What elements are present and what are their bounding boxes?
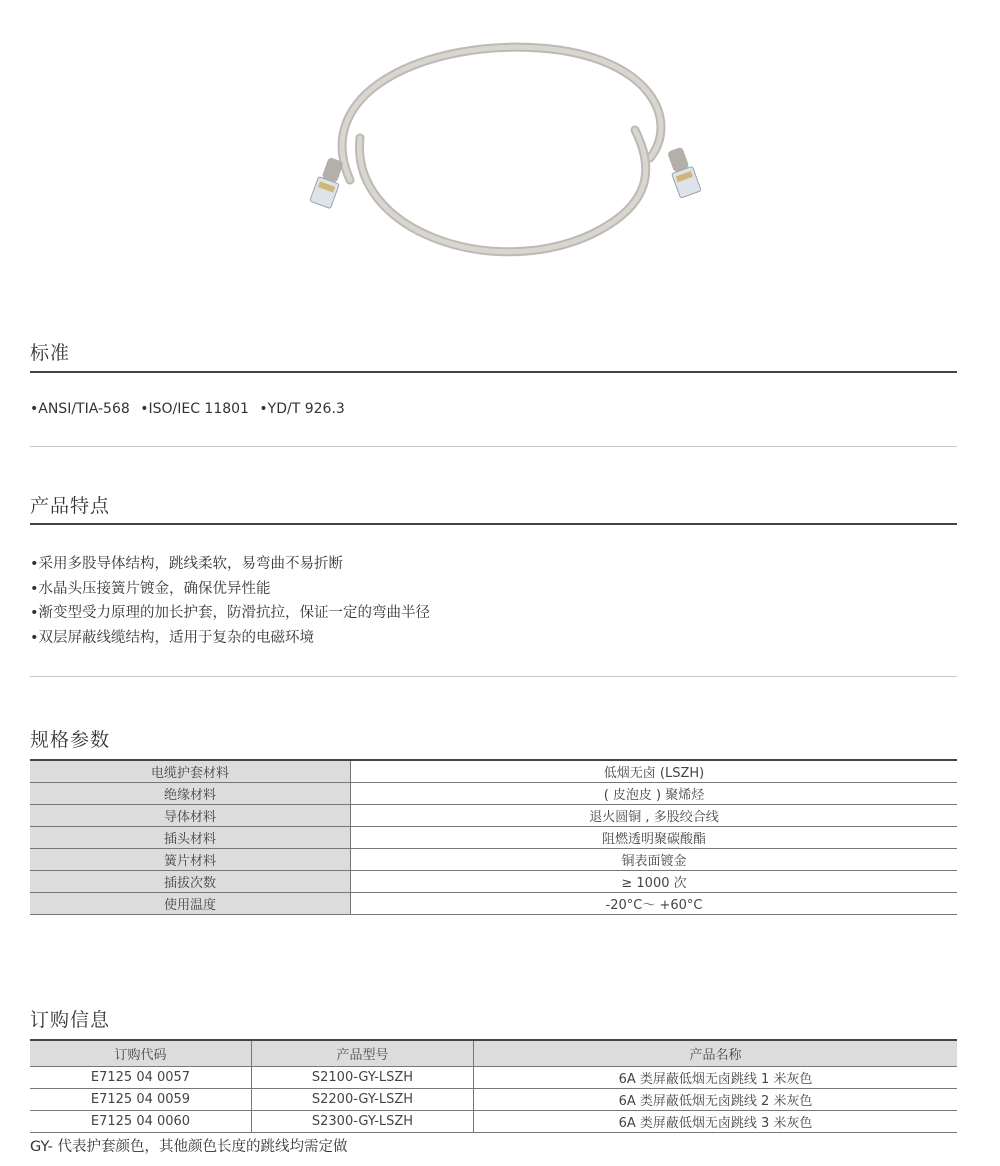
order-code: E7125 04 0057: [30, 1067, 252, 1089]
spec-value: ≥ 1000 次: [351, 870, 958, 892]
table-row: [30, 870, 957, 892]
table-row: [30, 826, 957, 848]
product-name: 6A 类屏蔽低烟无卤跳线 1 米灰色: [474, 1067, 958, 1089]
standard-item: •YD/T 926.3: [259, 401, 345, 417]
table-row: [30, 1067, 957, 1089]
column-header: 产品名称: [474, 1040, 958, 1067]
spec-value: ( 皮泡皮 ) 聚烯烃: [351, 782, 958, 804]
spec-value: 低烟无卤 (LSZH): [351, 760, 958, 782]
spec-value: -20°C～ +60°C: [351, 892, 958, 914]
standards-rule: [30, 371, 957, 373]
spec-value: 阻燃透明聚碳酸酯: [351, 826, 958, 848]
table-row: [30, 848, 957, 870]
features-rule: [30, 523, 957, 525]
ordering-table: [30, 1039, 957, 1133]
table-header-row: [30, 1040, 957, 1067]
spec-key: 使用温度: [30, 892, 351, 914]
divider: [30, 676, 957, 677]
feature-item: •双层屏蔽线缆结构，适用于复杂的电磁环境: [30, 629, 315, 646]
specs-title: 规格参数: [30, 729, 111, 751]
ordering-note: GY- 代表护套颜色，其他颜色长度的跳线均需定做: [30, 1139, 348, 1155]
ordering-title: 订购信息: [30, 1009, 111, 1031]
spec-key: 绝缘材料: [30, 782, 351, 804]
product-name: 6A 类屏蔽低烟无卤跳线 3 米灰色: [474, 1111, 958, 1133]
standards-list: [30, 401, 351, 417]
standards-title: 标准: [30, 342, 71, 364]
feature-item: •采用多股导体结构，跳线柔软，易弯曲不易折断: [30, 556, 344, 572]
product-model: S2100-GY-LSZH: [252, 1067, 474, 1089]
product-model: S2300-GY-LSZH: [252, 1111, 474, 1133]
table-row: [30, 892, 957, 914]
table-row: [30, 760, 957, 782]
specs-table: [30, 759, 957, 915]
standard-item: •ANSI/TIA-568: [30, 401, 130, 417]
feature-item: •水晶头压接簧片镀金，确保优异性能: [30, 580, 271, 597]
spec-key: 插拔次数: [30, 870, 351, 892]
table-row: [30, 1089, 957, 1111]
table-row: [30, 804, 957, 826]
spec-value: 退火圆铜 , 多股绞合线: [351, 804, 958, 826]
spec-value: 铜表面镀金: [351, 848, 958, 870]
standard-item: •ISO/IEC 11801: [140, 401, 249, 417]
spec-key: 电缆护套材料: [30, 760, 351, 782]
product-name: 6A 类屏蔽低烟无卤跳线 2 米灰色: [474, 1089, 958, 1111]
divider: [30, 446, 957, 447]
feature-item: •渐变型受力原理的加长护套，防滑抗拉，保证一定的弯曲半径: [30, 605, 431, 621]
column-header: 产品型号: [252, 1040, 474, 1067]
product-model: S2200-GY-LSZH: [252, 1089, 474, 1111]
spec-key: 插头材料: [30, 826, 351, 848]
order-code: E7125 04 0060: [30, 1111, 252, 1133]
table-row: [30, 782, 957, 804]
spec-key: 导体材料: [30, 804, 351, 826]
table-row: [30, 1111, 957, 1133]
patch-cable-image: [290, 30, 710, 290]
features-list: [30, 552, 430, 650]
column-header: 订购代码: [30, 1040, 252, 1067]
spec-key: 簧片材料: [30, 848, 351, 870]
order-code: E7125 04 0059: [30, 1089, 252, 1111]
features-title: 产品特点: [30, 495, 111, 517]
